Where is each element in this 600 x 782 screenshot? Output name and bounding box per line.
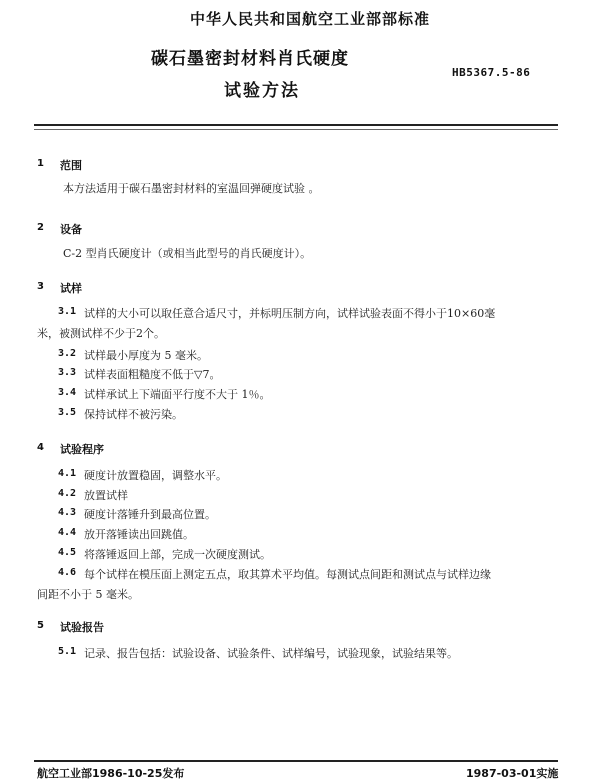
footer-divider <box>34 760 558 762</box>
clause-text: 每个试样在模压面上测定五点，取其算术平均值。每测试点间距和测试点与试样边缘 <box>84 568 491 581</box>
clause-number: 3.5 <box>58 407 77 418</box>
clause-text: 记录、报告包括：试验设备、试验条件、试样编号，试验现象，试验结果等。 <box>84 647 458 660</box>
header-divider-bottom <box>34 129 558 130</box>
clause-number: 4.4 <box>58 527 77 538</box>
effective-date: 1987-03-01实施 <box>466 767 559 780</box>
clause-text: 试样的大小可以取任意合适尺寸，并标明压制方向，试样试验表面不得小于10×60毫 <box>84 307 496 320</box>
clause-number: 3.4 <box>58 387 77 398</box>
clause-number: 4.6 <box>58 567 77 578</box>
section-text-equipment: C-2 型肖氏硬度计（或相当此型号的肖氏硬度计）。 <box>63 247 312 260</box>
issue-date: 航空工业部1986-10-25发布 <box>37 767 185 780</box>
section-title-specimen: 试样 <box>60 282 82 295</box>
section-title-procedure: 试验程序 <box>60 443 104 456</box>
section-number: 4 <box>37 442 44 453</box>
clause-number: 3.1 <box>58 306 77 317</box>
section-number: 3 <box>37 281 44 292</box>
clause-text: 放开落锤读出回跳值。 <box>84 528 194 541</box>
clause-text: 将落锤返回上部，完成一次硬度测试。 <box>84 548 271 561</box>
section-number: 2 <box>37 222 44 233</box>
clause-number: 4.2 <box>58 488 77 499</box>
clause-text: 放置试样 <box>84 489 128 502</box>
section-number: 1 <box>37 158 44 169</box>
section-title-report: 试验报告 <box>60 621 104 634</box>
document-title-line1: 碳石墨密封材料肖氏硬度 <box>151 49 349 69</box>
clause-text: 试样表面粗糙度不低于▽7。 <box>84 368 221 381</box>
section-title-equipment: 设备 <box>60 223 82 236</box>
clause-text-continued: 间距不小于 5 毫米。 <box>37 588 139 601</box>
clause-number: 4.5 <box>58 547 77 558</box>
document-title-line2: 试验方法 <box>224 81 300 101</box>
clause-text: 硬度计落锤升到最高位置。 <box>84 508 216 521</box>
clause-number: 3.2 <box>58 348 77 359</box>
section-number: 5 <box>37 620 44 631</box>
standard-number: HB5367.5-86 <box>452 66 531 79</box>
clause-text-continued: 米，被测试样不少于2个。 <box>37 327 165 340</box>
clause-number: 3.3 <box>58 367 77 378</box>
clause-text: 试样最小厚度为 5 毫米。 <box>84 349 208 362</box>
clause-text: 保持试样不被污染。 <box>84 408 183 421</box>
section-text-scope: 本方法适用于碳石墨密封材料的室温回弹硬度试验 。 <box>63 182 320 195</box>
clause-number: 4.3 <box>58 507 77 518</box>
issuing-organization: 中华人民共和国航空工业部部标准 <box>190 10 431 28</box>
header-divider-top <box>34 124 558 126</box>
clause-text: 硬度计放置稳固，调整水平。 <box>84 469 227 482</box>
clause-text: 试样承试上下端面平行度不大于 1％。 <box>84 388 271 401</box>
clause-number: 5.1 <box>58 646 77 657</box>
clause-number: 4.1 <box>58 468 77 479</box>
section-title-scope: 范围 <box>60 159 82 172</box>
